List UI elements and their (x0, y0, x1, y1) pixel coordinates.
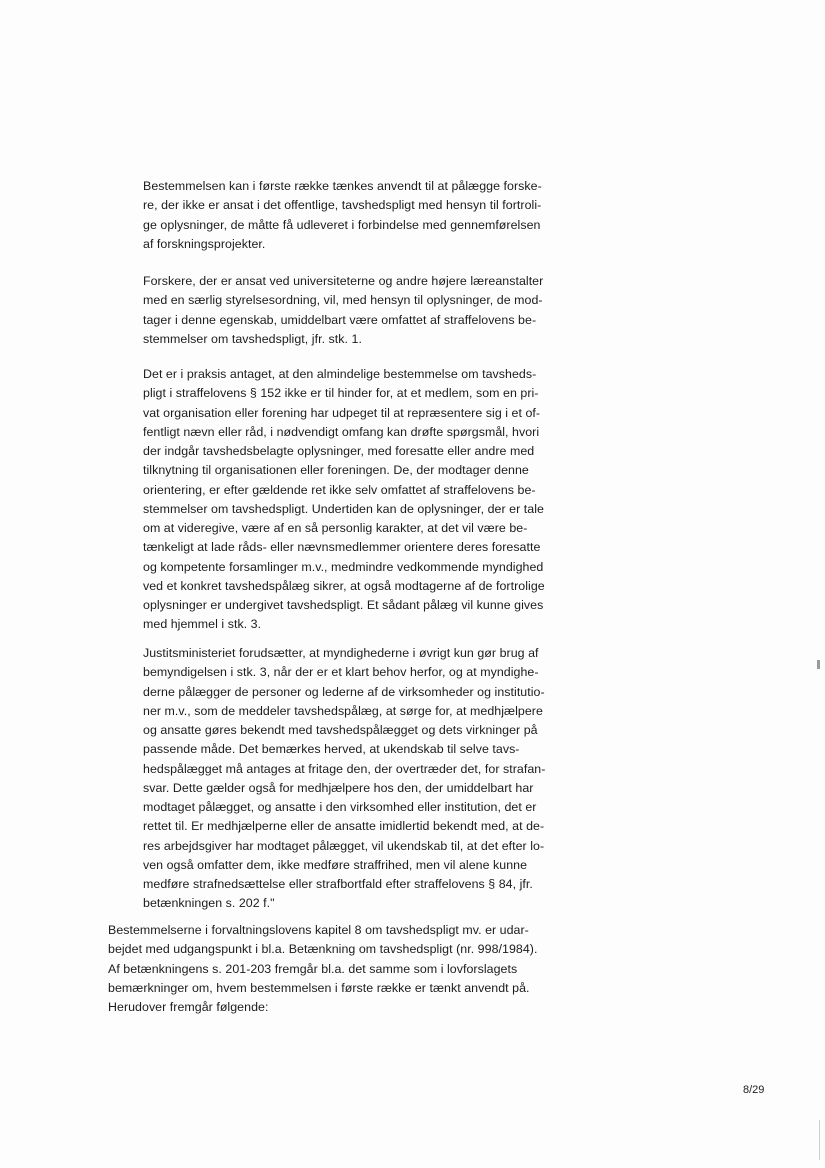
scan-mark (817, 660, 820, 669)
text-line: tilknytning til organisationen eller foreningen. De, der modtager denne (143, 463, 529, 478)
text-line: bejdet med udgangspunkt i bl.a. Betænkning om tavshedspligt (nr. 998/1984). (108, 942, 538, 957)
text-line: re, der ikke er ansat i det offentlige, tavshedspligt med hensyn til fortroli- (143, 198, 542, 213)
text-line: res arbejdsgiver har modtaget pålægget, vil ukendskab til, at det efter lo- (143, 838, 545, 853)
text-line: ner m.v., som de meddeler tavshedspålæg, at sørge for, at medhjælpere (143, 703, 543, 718)
text-line: stemmelser om tavshedspligt, jfr. stk. 1. (143, 331, 362, 346)
text-line: ved et konkret tavshedspålæg sikrer, at også modtagerne af de fortrolige (143, 578, 545, 593)
text-line: og ansatte gøres bekendt med tavshedspålægget og dets virkninger på (143, 723, 538, 737)
text-line: hedspålægget må antages at fritage den, der overtræder det, for strafan- (143, 761, 546, 776)
text-line: oplysninger er undergivet tavshedspligt. Et sådant pålæg vil kunne gives (143, 598, 544, 612)
text-line: betænkningen s. 202 f." (143, 896, 275, 911)
text-line: stemmelser om tavshedspligt. Undertiden kan de oplysninger, der er tale (143, 501, 544, 516)
text-line: der indgår tavshedsbelagte oplysninger, med foresatte eller andre med (143, 444, 535, 458)
text-line: medføre strafnedsættelse eller strafbortfald efter straffelovens § 84, jfr. (143, 877, 533, 891)
text-line: Det er i praksis antaget, at den almindelige bestemmelse om tavsheds- (143, 367, 537, 381)
text-line: bemærkninger om, hvem bestemmelsen i første række er tænkt anvendt på. (108, 980, 530, 995)
text-line: vat organisation eller forening har udpeget til at repræsentere sig i et of- (143, 405, 541, 420)
text-line: passende måde. Det bemærkes herved, at ukendskab til selve tavs- (143, 742, 520, 757)
scan-edge-mark (819, 1120, 820, 1160)
text-line: om at videregive, være af en så personlig karakter, at det vil være be- (143, 521, 528, 535)
text-line: svar. Dette gælder også for medhjælpere hos den, der umiddelbart har (143, 780, 534, 795)
text-line: orientering, er efter gældende ret ikke selv omfattet af straffelovens be- (143, 482, 536, 497)
quote-paragraph-2 (143, 272, 583, 349)
text-line: Af betænkningens s. 201-203 fremgår bl.a. det samme som i lovforslagets (108, 961, 518, 976)
page-number: 8/29 (743, 1084, 765, 1096)
text-line: Herudover fremgår følgende: (108, 1000, 269, 1014)
text-line: bemyndigelsen i stk. 3, når der er et klart behov herfor, og at myndighe- (143, 665, 539, 680)
text-line: Bestemmelsen kan i første række tænkes anvendt til at pålægge forske- (143, 179, 542, 193)
text-line: Bestemmelserne i forvaltningslovens kapitel 8 om tavshedspligt mv. er udar- (108, 923, 529, 937)
text-line: fentligt nævn eller råd, i nødvendigt omfang kan drøfte spørgsmål, hvori (143, 424, 540, 439)
text-line: Forskere, der er ansat ved universiteterne og andre højere læreanstalter (143, 274, 544, 288)
text-line: tænkeligt at lade råds- eller nævnsmedlemmer orientere deres foresatte (143, 540, 541, 555)
text-line: rettet til. Er medhjælperne eller de ansatte imidlertid bekendt med, at de- (143, 819, 545, 834)
text-line: ge oplysninger, de måtte få udleveret i forbindelse med gennemførelsen (143, 217, 541, 232)
quote-paragraph-1 (143, 177, 583, 254)
quote-paragraph-3 (143, 365, 583, 635)
text-line: Justitsministeriet forudsætter, at myndighederne i øvrigt kun gør brug af (143, 646, 539, 660)
text-line: og kompetente forsamlinger m.v., medmindre vedkommende myndighed (143, 559, 544, 574)
text-line: derne pålægger de personer og lederne af de virksomheder og institutio- (143, 684, 545, 699)
body-paragraph (108, 921, 583, 1017)
text-line: tager i denne egenskab, umiddelbart være omfattet af straffelovens be- (143, 312, 537, 327)
text-line: af forskningsprojekter. (143, 236, 266, 251)
text-line: med en særlig styrelsesordning, vil, med hensyn til oplysninger, de mod- (143, 293, 543, 308)
text-line: pligt i straffelovens § 152 ikke er til hinder for, at et medlem, som en pri- (143, 386, 539, 401)
text-line: ven også omfatter dem, ikke medføre straffrihed, men vil alene kunne (143, 857, 528, 872)
text-line: modtaget pålægget, og ansatte i den virksomhed eller institution, det er (143, 800, 537, 814)
quote-paragraph-4 (143, 644, 583, 914)
text-line: med hjemmel i stk. 3. (143, 617, 262, 632)
